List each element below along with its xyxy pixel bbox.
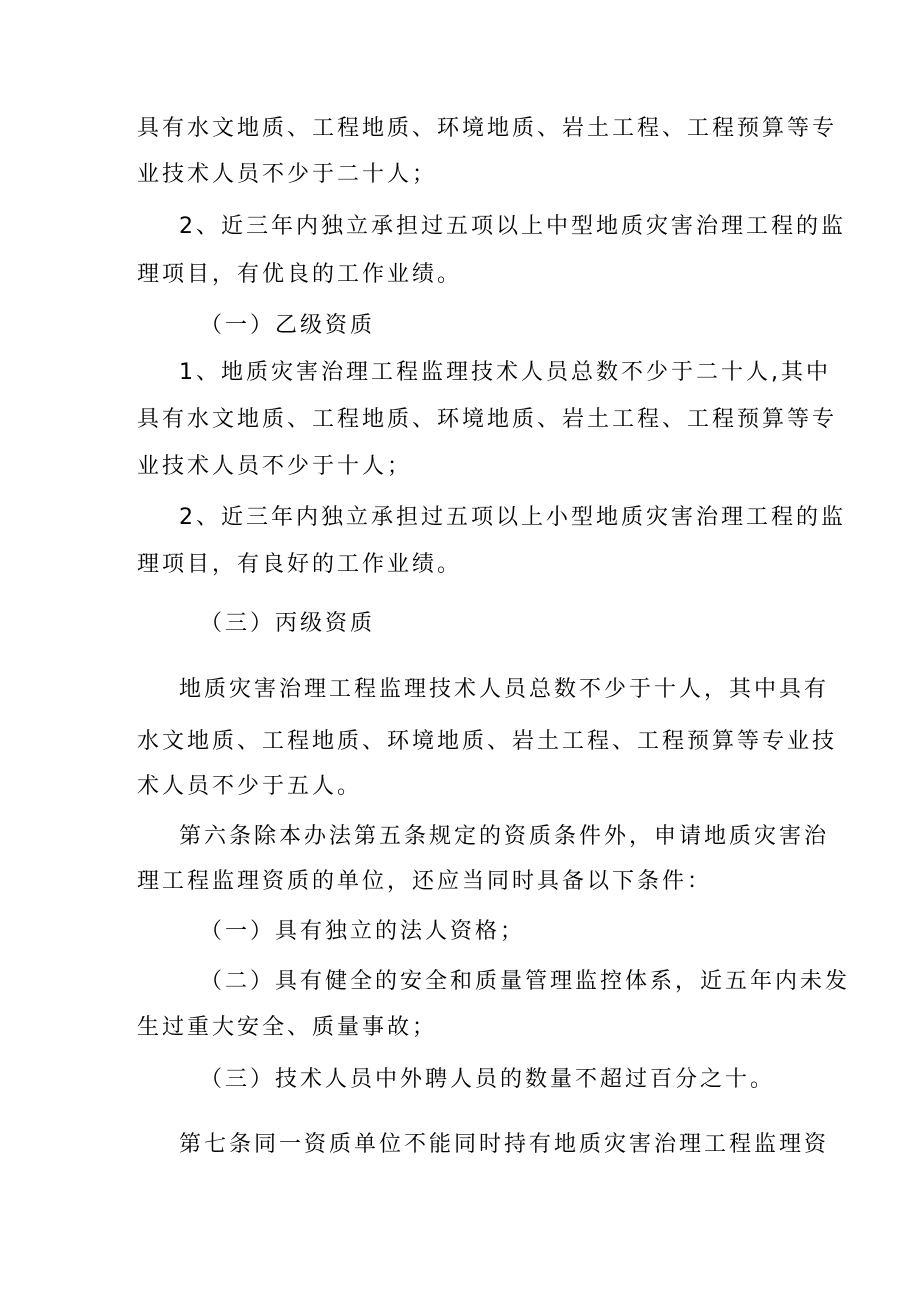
- text-line: 理工程监理资质的单位，还应当同时具备以下条件：: [137, 869, 713, 894]
- section-heading: （一）乙级资质: [200, 313, 376, 338]
- text-line: 2、近三年内独立承担过五项以上小型地质灾害治理工程的监: [179, 505, 846, 530]
- text-line: （三）技术人员中外聘人员的数量不超过百分之十。: [200, 1067, 776, 1092]
- text-line: 业技术人员不少于十人；: [137, 454, 413, 479]
- text-line: 理项目，有良好的工作业绩。: [137, 552, 463, 577]
- text-line: 地质灾害治理工程监理技术人员总数不少于十人，其中具有: [179, 677, 830, 702]
- text-line: （二）具有健全的安全和质量管理监控体系，近五年内未发: [200, 969, 851, 994]
- text-line: 术人员不少于五人。: [137, 774, 363, 799]
- text-line: 2、近三年内独立承担过五项以上中型地质灾害治理工程的监: [179, 214, 846, 239]
- text-line: （一）具有独立的法人资格；: [200, 919, 526, 944]
- text-line: 1、地质灾害治理工程监理技术人员总数不少于二十人,其中: [179, 360, 831, 385]
- text-line: 水文地质、工程地质、环境地质、岩土工程、工程预算等专业技: [137, 729, 838, 754]
- text-line: 具有水文地质、工程地质、环境地质、岩土工程、工程预算等专: [137, 407, 838, 432]
- section-heading: （三）丙级资质: [200, 611, 376, 636]
- text-line: 第六条除本办法第五条规定的资质条件外，申请地质灾害治: [179, 824, 830, 849]
- text-line: 第七条同一资质单位不能同时持有地质灾害治理工程监理资: [179, 1132, 830, 1157]
- text-line: 具有水文地质、工程地质、环境地质、岩土工程、工程预算等专: [137, 116, 838, 141]
- text-line: 生过重大安全、质量事故；: [137, 1015, 438, 1040]
- text-line: 理项目，有优良的工作业绩。: [137, 262, 463, 287]
- text-line: 业技术人员不少于二十人；: [137, 162, 438, 187]
